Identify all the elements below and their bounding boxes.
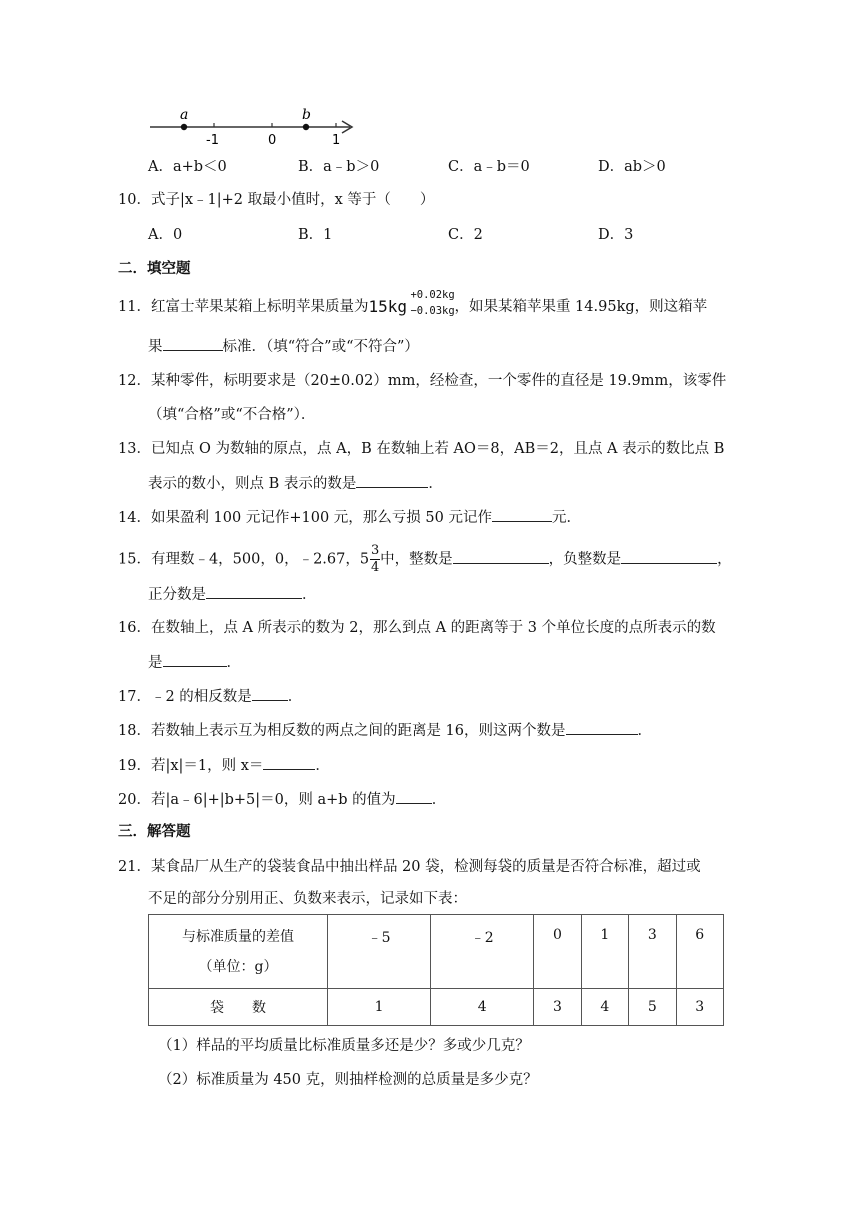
point-b-label: b	[302, 107, 311, 123]
section-2-heading: 二．填空题	[118, 260, 191, 277]
q9-option-d: D．ab＞0	[598, 159, 666, 175]
table-row	[149, 915, 724, 989]
q11-line2-start: 果	[148, 339, 163, 355]
q10-option-b: B．1	[298, 227, 333, 243]
q18-end: ．	[637, 723, 653, 739]
q19-line	[118, 755, 330, 776]
table-row	[149, 989, 724, 1026]
q10-stem: 10．式子|x﹣1|+2 取最小值时，x 等于（ ）	[118, 192, 435, 208]
q10-option-c: C．2	[448, 227, 483, 243]
q16-line1: 16．在数轴上，点 A 所表示的数为 2，那么到点 A 的距离等于 3 个单位长度的点所表示的数	[118, 620, 716, 636]
q20-text: 20．若|a﹣6|+|b+5|＝0，则 a+b 的值为	[118, 792, 396, 808]
table-cell: 6	[676, 915, 723, 989]
q15-integers-label: 中，整数是	[380, 551, 453, 568]
q16-answer-blank	[163, 652, 227, 667]
tick-neg1-label: -1	[206, 133, 219, 148]
q9-option-b: B．a﹣b＞0	[298, 159, 380, 175]
q14-text: 14．如果盈利 100 元记作+100 元，那么亏损 50 元记作	[118, 510, 492, 526]
q15-neg-integers-blank	[621, 549, 717, 564]
q11-mass-lower: −0.03kg	[410, 305, 455, 317]
q12-line2: （填“合格”或“不合格”）．	[148, 407, 316, 423]
q10-option-a: A．0	[148, 227, 183, 243]
q17-text: 17．﹣2 的相反数是	[118, 689, 252, 705]
q18-answer-blank	[566, 720, 638, 735]
q13-line1: 13．已知点 O 为数轴的原点，点 A，B 在数轴上若 AO＝8，AB＝2，且点 A 表示的数比点 B	[118, 441, 725, 457]
table-cell: 3	[629, 915, 676, 989]
q11-answer-blank	[163, 336, 223, 351]
q14-end: 元．	[551, 510, 581, 526]
q13-line2	[148, 473, 443, 494]
table-header-cell: 袋 数	[149, 989, 328, 1026]
q12-line1: 12．某种零件，标明要求是（20±0.02）mm，经检查，一个零件的直径是 19.9mm，该零件	[118, 373, 727, 389]
table-cell: 1	[581, 915, 628, 989]
q20-line	[118, 789, 446, 810]
q15-line1	[118, 543, 732, 575]
q18-line	[118, 720, 652, 741]
q15-line2	[148, 584, 317, 605]
q11-mass-upper: +0.02kg	[410, 289, 455, 301]
q18-text: 18．若数轴上表示互为相反数的两点之间的距离是 16，则这两个数是	[118, 723, 566, 739]
q15-fraction-denominator: 4	[370, 560, 380, 575]
q11-line2-end: 标准．（填“符合”或“不符合”）	[222, 339, 419, 355]
q15-line2-end: ．	[302, 587, 317, 603]
q16-line2-end: ．	[226, 655, 241, 671]
q21-sub2: （2）标准质量为 450 克，则抽样检测的总质量是多少克？	[158, 1072, 538, 1088]
q20-answer-blank	[396, 789, 432, 804]
table-cell: 1	[328, 989, 431, 1026]
q13-line2-text: 表示的数小，则点 B 表示的数是	[148, 476, 357, 492]
q15-prefix: 15．有理数﹣4，500，0，﹣2.67，5	[118, 551, 370, 568]
point-b-dot	[303, 124, 309, 130]
q9-option-c: C．a﹣b＝0	[448, 159, 530, 175]
tick-0-label: 0	[268, 133, 277, 148]
q15-pos-fractions-blank	[206, 584, 302, 599]
q9-option-a: A．a+b＜0	[148, 159, 227, 175]
q15-fraction	[370, 544, 380, 575]
table-cell: 3	[676, 989, 723, 1026]
q14-line	[118, 507, 581, 528]
table-cell: 3	[534, 989, 581, 1026]
q15-fraction-numerator: 3	[370, 543, 380, 558]
section-3-heading: 三．解答题	[118, 823, 191, 840]
number-line-figure	[148, 104, 360, 148]
q15-integers-blank	[453, 549, 549, 564]
table-cell: 4	[431, 989, 534, 1026]
q17-answer-blank	[252, 686, 288, 701]
table-cell: 0	[534, 915, 581, 989]
q11-suffix: ，如果某箱苹果重 14.95kg，则这箱苹	[454, 299, 708, 315]
q19-answer-blank	[263, 755, 315, 770]
q13-answer-blank	[356, 473, 428, 488]
table-cell: ﹣5	[328, 915, 431, 989]
q15-pos-fractions-label: 正分数是	[148, 587, 206, 603]
q11-prefix: 11．红富士苹果某箱上标明苹果质量为	[118, 299, 369, 315]
q21-data-table	[148, 914, 724, 1026]
q10-option-d: D．3	[598, 227, 634, 243]
header-unit-label: （单位：g）	[198, 958, 278, 975]
q11-mass-tolerance	[368, 289, 455, 319]
q19-text: 19．若|x|＝1，则 x＝	[118, 758, 264, 774]
q16-line2-text: 是	[148, 655, 163, 671]
q17-end: ．	[287, 689, 303, 705]
table-cell: 4	[581, 989, 628, 1026]
q21-sub1: （1）样品的平均质量比标准质量多还是少？多或少几克？	[158, 1038, 530, 1054]
table-cell: 5	[629, 989, 676, 1026]
q11-line2	[148, 336, 419, 357]
q14-answer-blank	[492, 507, 552, 522]
q21-line2: 不足的部分分别用正、负数来表示，记录如下表：	[148, 891, 467, 907]
q11-mass-main: 15kg	[368, 297, 407, 316]
q19-end: ．	[315, 758, 330, 774]
q15-comma: ，	[717, 551, 732, 568]
q13-line2-end: ．	[428, 476, 443, 492]
q16-line2	[148, 652, 241, 673]
q21-line1: 21．某食品厂从生产的袋装食品中抽出样品 20 袋，检测每袋的质量是否符合标准，超过或	[118, 859, 701, 875]
q11-line1	[118, 289, 708, 319]
point-a-dot	[181, 124, 187, 130]
point-a-label: a	[180, 107, 189, 123]
table-header-cell	[149, 915, 328, 989]
q15-neg-integers-label: ，负整数是	[548, 551, 622, 568]
table-cell: ﹣2	[431, 915, 534, 989]
q17-line	[118, 686, 302, 707]
header-diff-label: 与标准质量的差值	[182, 928, 294, 945]
q20-end: ．	[431, 792, 447, 808]
tick-1-label: 1	[332, 133, 341, 148]
